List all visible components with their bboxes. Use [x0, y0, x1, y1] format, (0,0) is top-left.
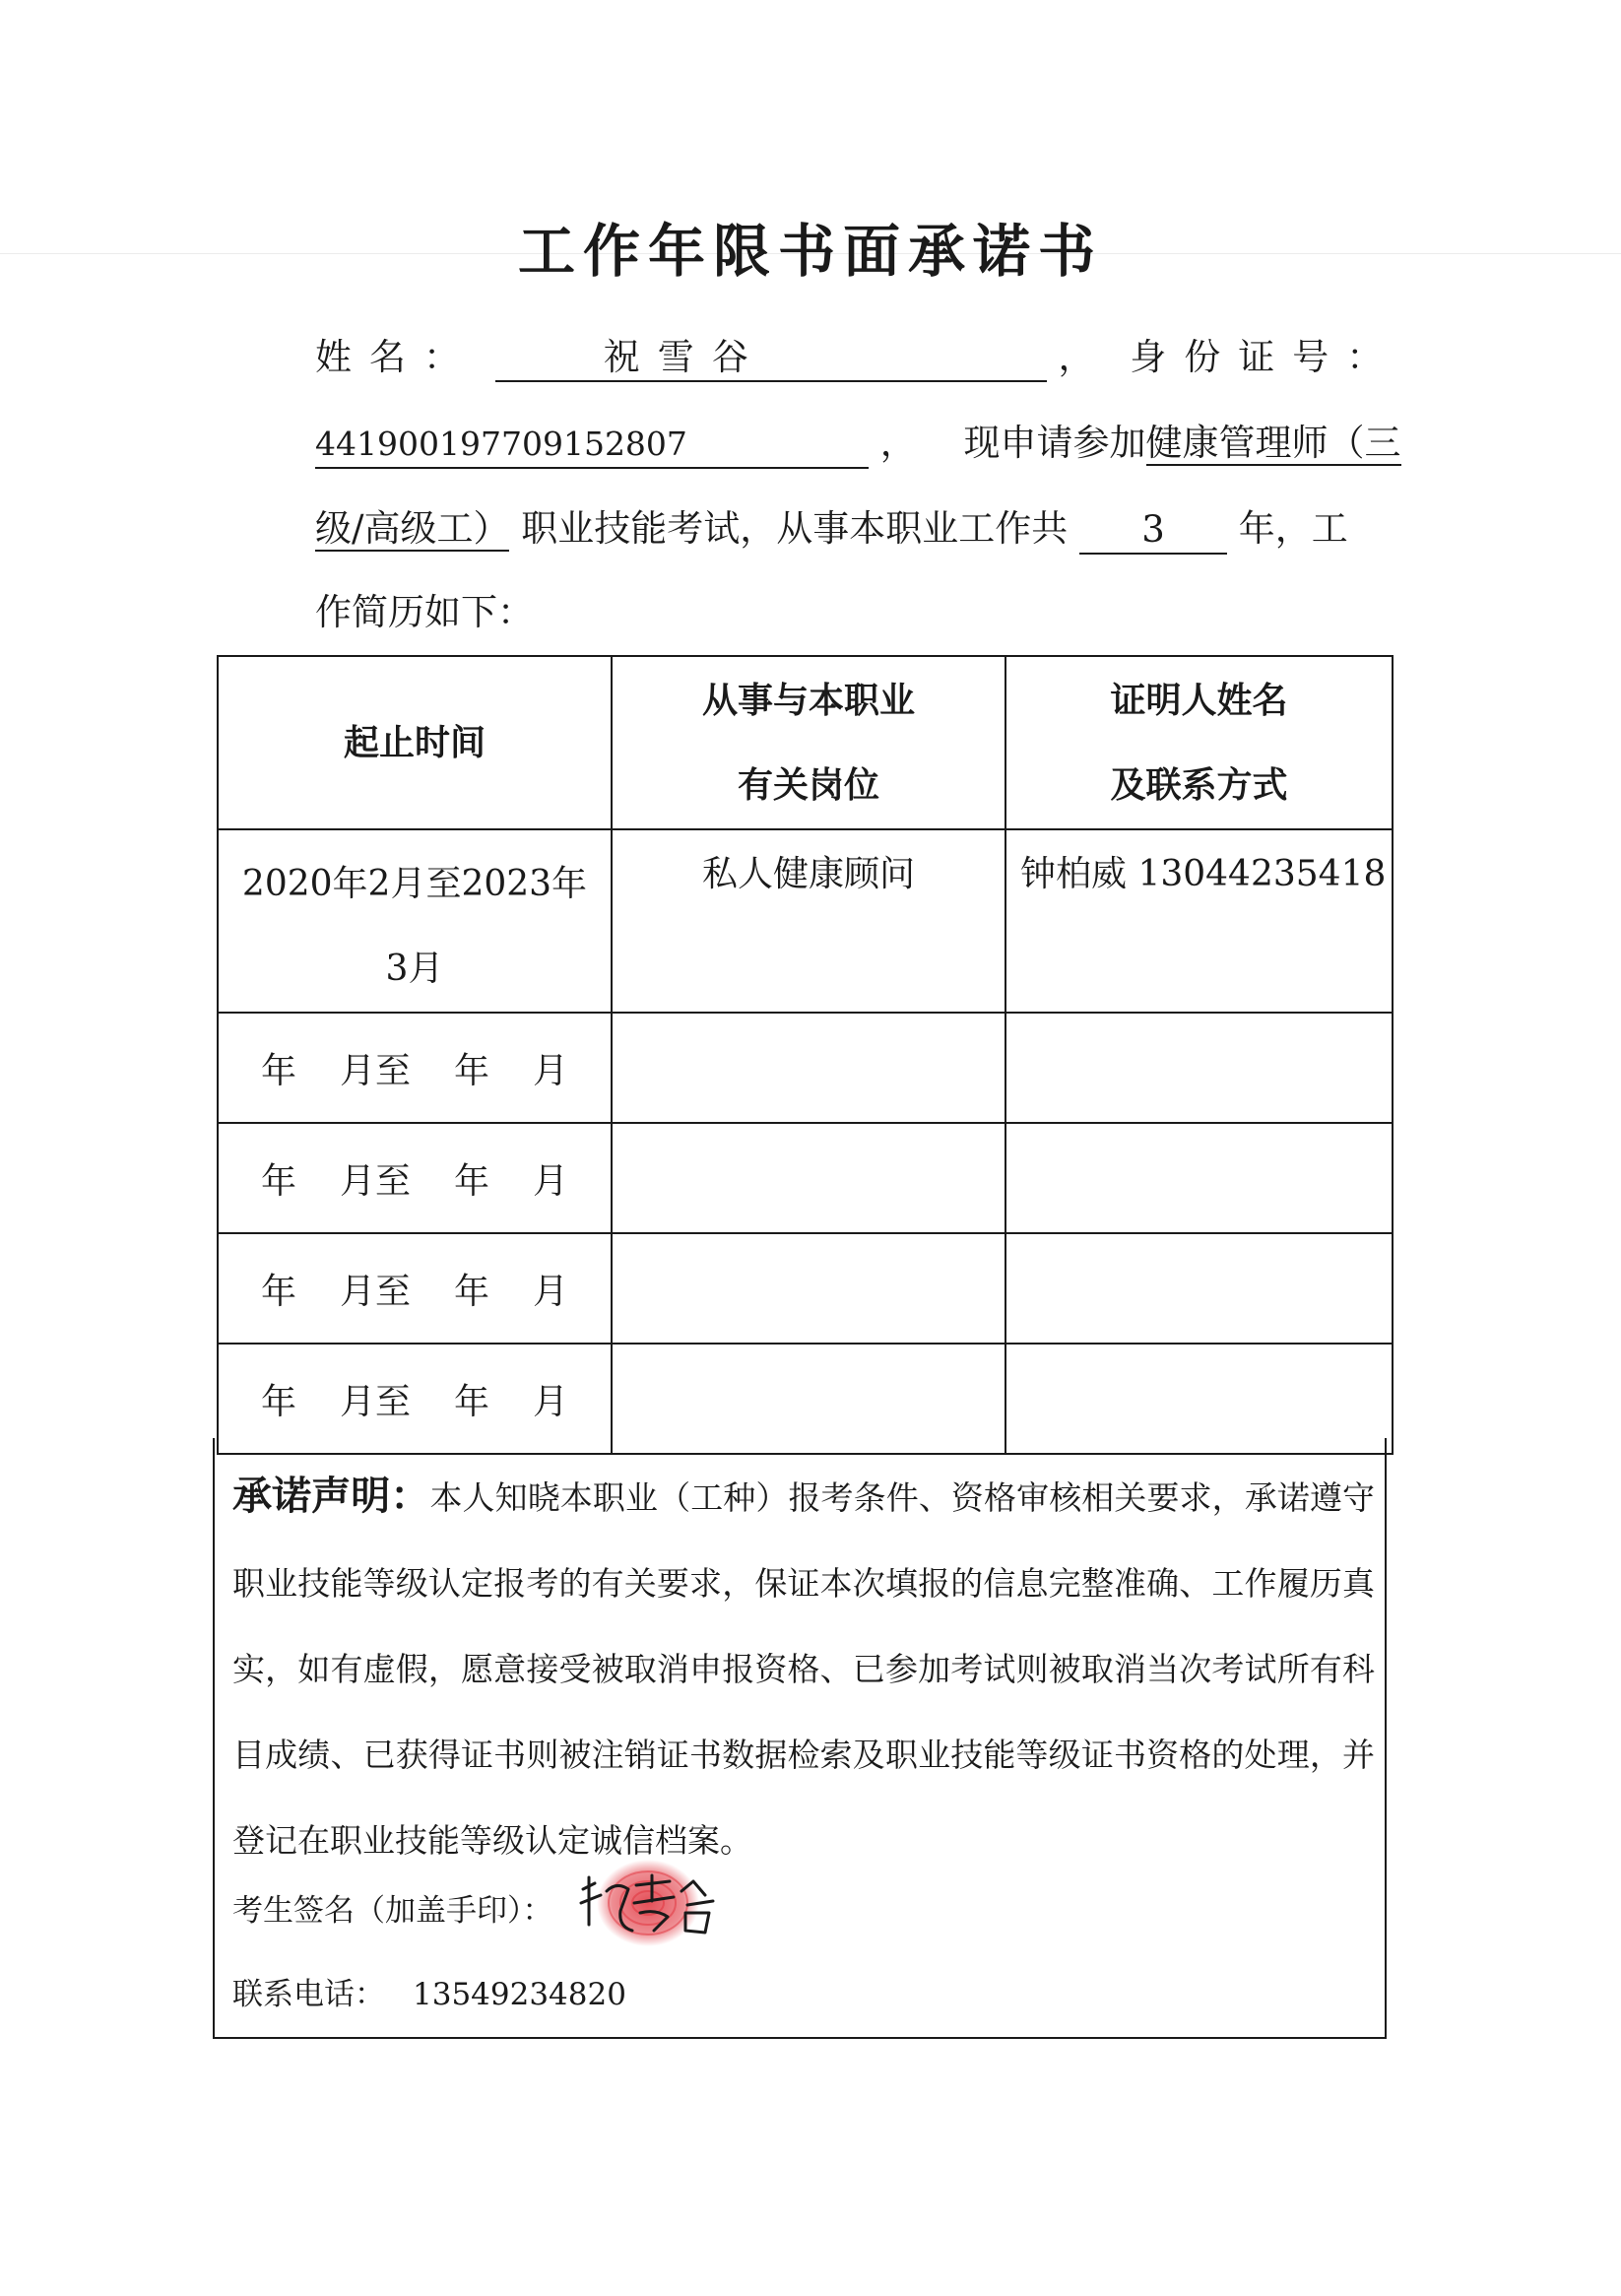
row-1-witness: 钟柏威 13044235418 — [1005, 829, 1393, 1013]
row-3-witness — [1005, 1123, 1393, 1233]
row-2-position — [612, 1013, 1005, 1123]
table-header-row — [218, 656, 1393, 829]
row-4-witness — [1005, 1233, 1393, 1344]
row-1-period: 2020年2月至2023年 3月 — [218, 829, 612, 1013]
occupation-part-1: 健康管理师（三 — [1145, 422, 1401, 464]
phone-label: 联系电话： — [232, 1977, 385, 2012]
intro-line-3 — [315, 504, 1348, 555]
apply-text: 现申请参加 — [963, 422, 1146, 464]
id-number-value: 441900197709152807 — [315, 422, 869, 469]
row-4-period: 年 月至 年 月 — [218, 1233, 612, 1344]
years-value: 3 — [1079, 507, 1227, 555]
row-5-period: 年 月至 年 月 — [218, 1344, 612, 1454]
occupation-part-2: 级/高级工） — [315, 507, 510, 550]
table-row — [218, 1013, 1393, 1123]
row-2-period: 年 月至 年 月 — [218, 1013, 612, 1123]
declaration-body: 本人知晓本职业（工种）报考条件、资格审核相关要求，承诺遵守职业技能等级认定报考的有关要求，保证本次填报的信息完整准确、工作履历真实，如有虚假，愿意接受被取消申报资格、已参加考试则被取消当次考试所有科目成绩、已获得证书则被注销证书数据检索及职业技能等级证书资格的处理，并登记在职业技能等级认定诚信档案。 — [232, 1478, 1376, 1860]
row-3-period: 年 月至 年 月 — [218, 1123, 612, 1233]
declaration-label: 承诺声明： — [232, 1473, 430, 1519]
id-label: 身份证号： — [1130, 336, 1401, 378]
handwritten-signature-with-fingerprint — [571, 1852, 748, 1960]
comma-1: ， — [1058, 336, 1095, 378]
header-witness: 证明人姓名 及联系方式 — [1005, 656, 1393, 829]
intro-line-2 — [315, 419, 1401, 469]
work-history-table — [217, 655, 1394, 1455]
page-title: 工作年限书面承诺书 — [517, 218, 1103, 285]
exam-text: 职业技能考试，从事本职业工作共 — [521, 507, 1069, 550]
intro-line-4 — [315, 588, 534, 637]
header-position: 从事与本职业 有关岗位 — [612, 656, 1005, 829]
signature-label: 考生签名（加盖手印）： — [232, 1893, 553, 1929]
years-suffix: 年，工 — [1238, 507, 1348, 550]
signature-line — [232, 1881, 553, 1940]
name-label: 姓名： — [315, 336, 478, 378]
row-2-witness — [1005, 1013, 1393, 1123]
row-1-position: 私人健康顾问 — [612, 829, 1005, 1013]
table-row — [218, 1123, 1393, 1233]
declaration-text — [232, 1453, 1375, 1883]
row-4-position — [612, 1233, 1005, 1344]
phone-value: 13549234820 — [413, 1977, 626, 2012]
table-row — [218, 1233, 1393, 1344]
comma-2: ， — [879, 422, 917, 464]
fingerprint-mark — [597, 1860, 699, 1946]
row-3-position — [612, 1123, 1005, 1233]
intro-line-1 — [315, 333, 1400, 382]
name-value: 祝雪谷 — [495, 335, 1047, 382]
table-row — [218, 829, 1393, 1013]
phone-line — [232, 1965, 626, 2024]
resume-text: 作简历如下： — [315, 591, 534, 633]
header-period: 起止时间 — [218, 656, 612, 829]
